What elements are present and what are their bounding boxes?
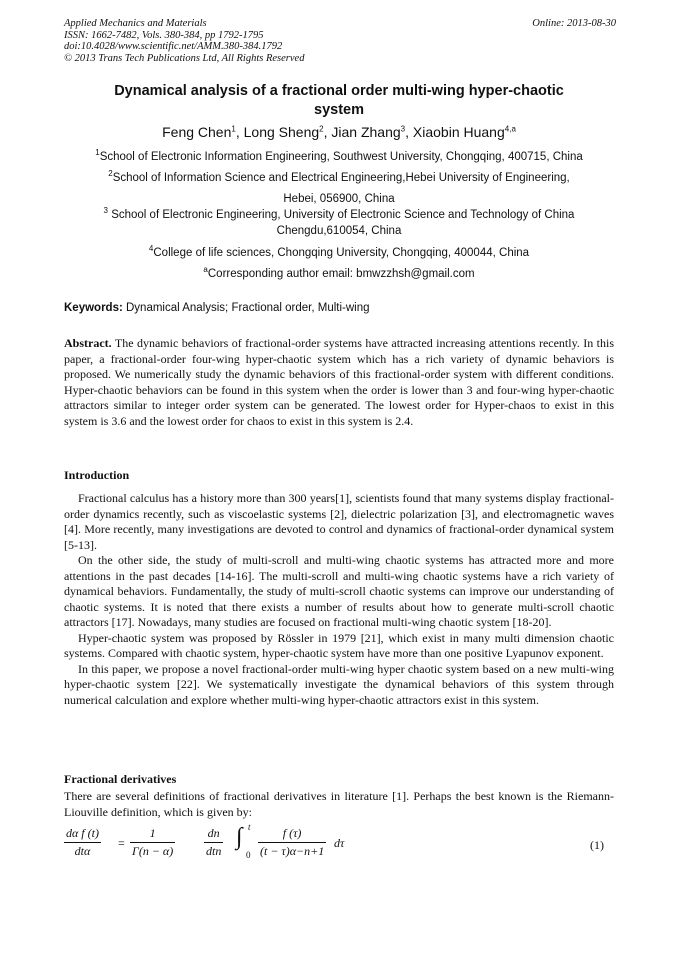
title-line-1: Dynamical analysis of a fractional order multi-wing hyper-chaotic [114,83,564,99]
abstract [64,336,614,429]
author-name: Xiaobin Huang [412,124,505,140]
paper-title [64,82,614,120]
author-name: Feng Chen [162,124,232,140]
section-heading-introduction: Introduction [64,468,130,482]
author-sup: 3 [400,124,406,134]
author-name: Jian Zhang [331,124,401,140]
affiliation-3 [64,207,614,223]
online-date: Online: 2013-08-30 [532,18,616,29]
dtau: dτ [334,836,345,850]
affiliation-2-cont [64,191,614,207]
gamma-denominator: Γ(n − α) [132,844,174,858]
introduction-body [64,491,614,708]
doi-line: doi:10.4028/www.scientific.net/AMM.380-384.1792 [64,41,283,52]
author-list [64,123,614,141]
journal-header [64,18,304,64]
lhs-fraction [64,826,101,859]
affiliation-3-cont [64,223,614,239]
author-separator: , [405,124,413,140]
derivative-denominator: dtn [206,844,222,858]
title-line-2: system [314,102,364,118]
lhs-denominator: dtα [64,842,101,859]
affiliation-2 [64,170,614,186]
integrand-fraction [258,826,326,859]
author-name: Long Sheng [243,124,320,140]
paragraph: On the other side, the study of multi-scroll and multi-wing chaotic systems has attracted more and more attentions in the past decades [14-16]. The multi-scroll and multi-wing chaotic systems have a rich variety of dynamical behaviors. Fundamentally, the study of multi-scroll chaotic systems can improve our understanding of chaotic systems. It is noted that there exists a number of results about how to generate multi-scroll chaotic attractors [17]. Nowadays, many studies are focused on fractional multi-wing chaotic system [18-20]. [64,553,614,629]
integrand-numerator: f (τ) [282,826,302,840]
affiliation-text: School of Information Science and Electrical Engineering,Hebei University of Engineering, [112,172,570,184]
lhs-numerator: dα f (t) [66,826,99,840]
integral-upper: t [248,822,251,832]
integral-lower: 0 [246,850,251,860]
affiliation-text: School of Electronic Engineering, University of Electronic Science and Technology of China [108,209,575,221]
equation-number: (1) [590,838,604,852]
author-sup: 2 [319,124,324,134]
fractional-derivatives-text: There are several definitions of fractional derivatives in literature [1]. Perhaps the best known is the Riemann-Liouville definition, which is given by: [64,789,614,819]
paragraph: Fractional calculus has a history more than 300 years[1], scientists found that many systems display fractional-order dynamics recently, such as viscoelastic systems [2], dielectric polarization [3], and electromagnetic waves [4]. More recently, many investigations are devoted to control and dynamics of fractional-order dynamical system [5-13]. [64,491,614,552]
affiliation-text: Hebei, 056900, China [283,193,395,205]
section-heading-fractional-derivatives: Fractional derivatives [64,772,177,786]
author-separator: , [323,124,332,140]
paragraph: In this paper, we propose a novel fractional-order multi-wing hyper chaotic system based on a new multi-wing hyper-chaotic system [22]. We systematically investigate the dynamical behaviors of this system through numerical calculation and explore whether multi-wing hyper-chaotic attractors exist in this system. [64,661,614,707]
affiliation-sup: 3 [103,206,108,216]
affiliation-sup: 2 [108,169,113,179]
keywords-text: Dynamical Analysis; Fractional order, Multi-wing [122,302,370,314]
affiliation-sup: a [203,265,208,275]
keywords [64,302,614,314]
abstract-text: The dynamic behaviors of fractional-order systems have attracted increasing attentions recently. In this paper, a fractional-order four-wing hyper-chaotic system which has a rich variety of dynamic behaviors is proposed. We numerically study the dynamic behaviors of this fractional-order system with different conditions. Hyper-chaotic behaviors can be found in this system when the order is lower than 3 and four-wing hyper-chaotic attractors similar to integer order system can be generated. The lowest order for Hyper-chaos to exist in this system is 3.6 and the lowest order for chaos to exist in this system is 2.4. [64,336,614,428]
paragraph: Hyper-chaotic system was proposed by Rössler in 1979 [21], which exist in many multi dimension chaotic systems. Compared with chaotic system, hyper-chaotic system have more than one positive Lyapunov exponent. [64,630,614,660]
author-sup: 1 [231,124,236,134]
author-sup: 4,a [504,124,516,134]
affiliation-text: School of Electronic Information Engineering, Southwest University, Chongqing, 400715, China [99,151,583,163]
affiliation-sup: 1 [95,148,100,158]
corresponding-author [64,266,614,282]
affiliation-text: Chengdu,610054, China [276,225,402,237]
author-separator: , [235,124,244,140]
integrand-denominator: (t − τ)α−n+1 [260,844,325,858]
equals-sign: = [118,836,125,850]
derivative-fraction [204,826,223,859]
integral-sign: ∫ [236,824,243,850]
keywords-label: Keywords: [64,302,123,314]
affiliation-sup: 4 [148,244,154,254]
affiliation-4 [64,245,614,261]
affiliation-text: Corresponding author email: bmwzzhsh@gmail.com [207,268,475,280]
affiliation-1 [64,149,614,165]
abstract-label: Abstract. [64,336,112,350]
copyright-line: © 2013 Trans Tech Publications Ltd, All Rights Reserved [64,52,305,64]
equation-1 [64,824,614,868]
gamma-fraction [130,826,175,859]
gamma-numerator: 1 [149,826,156,840]
derivative-numerator: dn [207,826,220,840]
issn-line: ISSN: 1662-7482, Vols. 380-384, pp 1792-1795 [64,29,264,41]
affiliation-text: College of life sciences, Chongqing University, Chongqing, 400044, China [153,247,530,259]
journal-name: Applied Mechanics and Materials [64,18,207,29]
